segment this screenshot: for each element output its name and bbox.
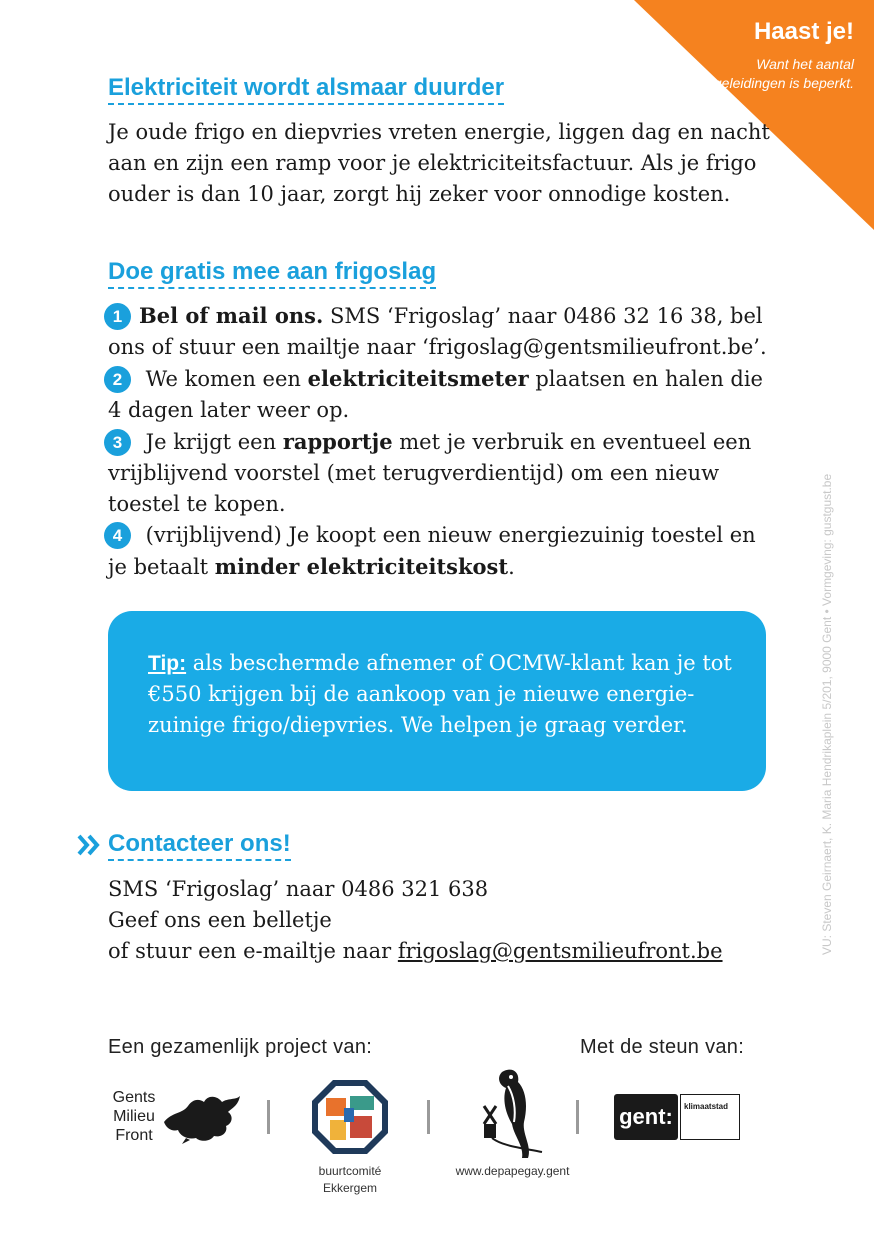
heading-frigoslag: Doe gratis mee aan frigoslag [108,258,436,289]
buurtcomite-logo-icon [310,1078,390,1156]
logo-separator [267,1100,270,1134]
klimaatstad-logo: klimaatstad [680,1094,740,1140]
tip-label: Tip: [148,652,187,675]
step-1 [108,300,778,363]
step-text: We komen een [139,367,308,391]
step-bold: rapportje [282,429,393,454]
step-number: 3 [104,429,131,456]
step-bold: minder elektriciteitskost [214,554,509,579]
gmf-line: Milieu [113,1108,155,1125]
caption-line: buurtcomité [318,1164,382,1178]
heading-electricity: Elektriciteit wordt alsmaar duurder [108,74,504,105]
contact-details [108,874,778,967]
contact-mail-prefix: of stuur een e-mailtje naar [108,939,398,963]
buurtcomite-caption [300,1163,400,1197]
contact-call: Geef ons een belletje [108,908,332,932]
heading-contact: Contacteer ons! [108,830,291,861]
tip-body: als beschermde afnemer of OCMW-klant kan je tot €550 krijgen bij de aankoop van je nieuwe energie-zuinige frigo/diepvries. We helpen je graag verder. [148,651,732,737]
step-text: Je krijgt een [139,430,283,454]
step-number: 4 [104,522,131,549]
step-2 [108,363,778,426]
gmf-logo-text [106,1088,162,1145]
caption-line: Ekkergem [322,1181,378,1195]
step-bold: Bel of mail ons. [139,303,324,328]
logo-separator [427,1100,430,1134]
double-chevron-icon [76,832,102,858]
parrot-logo-icon [462,1066,562,1164]
gent-logo: gent: [614,1094,678,1140]
logo-separator [576,1100,579,1134]
electricity-paragraph: Je oude frigo en diepvries vreten energie, liggen dag en nacht aan en zijn een ramp voor je elektriciteitsfactuur. Als je frigo ouder is dan 10 jaar, zorgt hij zeker voor onnodige kosten. [108,120,770,206]
papegay-url: www.depapegay.gent [455,1164,570,1178]
steps-list [108,300,778,583]
step-3 [108,426,778,520]
email-link[interactable]: frigoslag@gentsmilieufront.be [397,939,723,963]
gmf-line: Front [115,1127,153,1144]
corner-title: Haast je! [753,18,854,45]
dragon-logo-icon [162,1092,242,1144]
step-4 [108,520,778,583]
step-text: (vrijblijvend) Je koopt een nieuw energiezuinig toestel en je betaalt [108,523,756,579]
gmf-line: Gents [112,1089,156,1106]
contact-mail-line [108,936,778,967]
contact-sms: SMS ‘Frigoslag’ naar 0486 321 638 [108,877,489,901]
tip-box [108,611,766,791]
project-label: Een gezamenlijk project van: [108,1036,373,1058]
corner-subtitle: Want het aantal begeleidingen is beperkt. [698,56,854,91]
step-text: met je verbruik en eventueel een vrijblijvend voorstel (met terugverdientijd) om een nieuw toestel te kopen. [108,430,752,516]
step-number: 2 [104,366,131,393]
step-text: . [508,555,515,579]
tip-text [148,648,748,741]
step-text: plaatsen en halen die 4 dagen later weer op. [108,367,763,422]
step-number: 1 [104,303,131,330]
step-text: SMS ‘Frigoslag’ naar 0486 32 16 38, bel ons of stuur een mailtje naar ‘frigoslag@gentsmilieufront.be’. [108,304,767,359]
step-bold: elektriciteitsmeter [307,366,529,391]
support-label: Met de steun van: [580,1036,745,1058]
vertical-credit: VU: Steven Geirnaert, K. Maria Hendrikaplein 5/201, 9000 Gent • Vormgeving: gustgust.be [820,473,834,955]
